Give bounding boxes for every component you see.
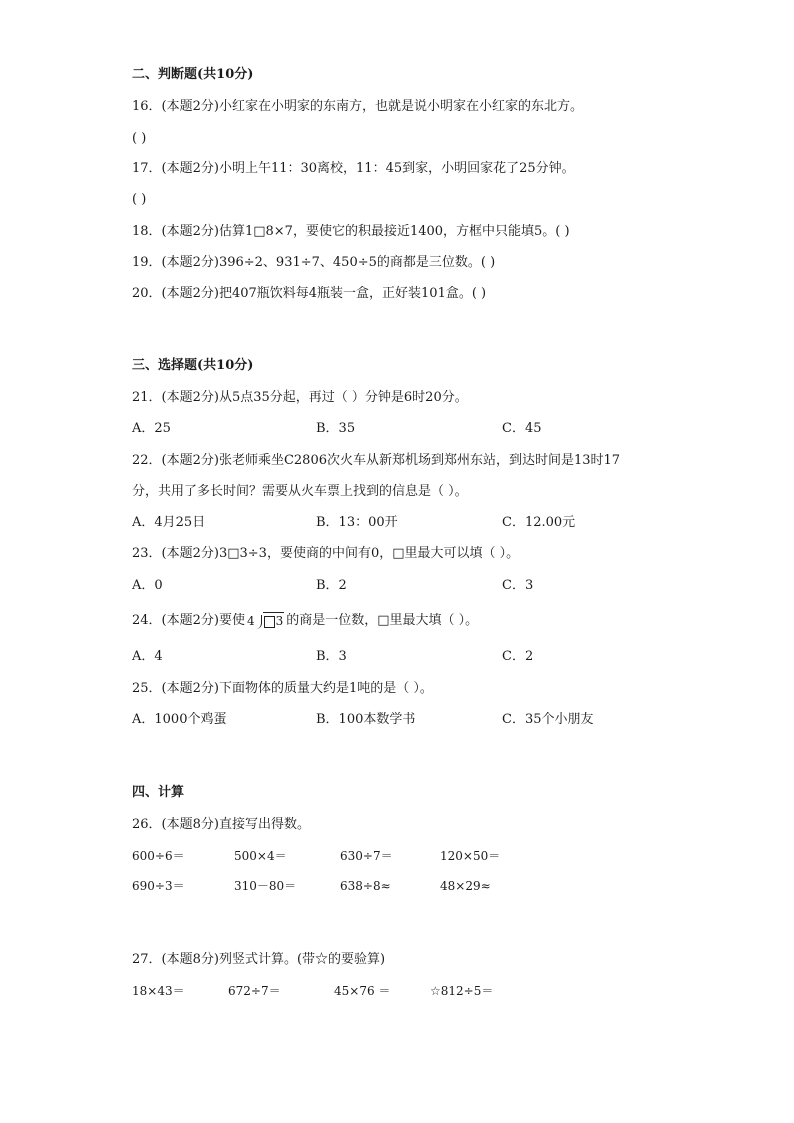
question-24-text-before: 24．(本题2分)要使 [132,613,245,628]
question-22-line-1: 22．(本题2分)张老师乘坐C2806次火车从新郑机场到郑州东站，到达时间是13时17 [132,453,621,468]
long-division-divisor: 4 [246,614,255,628]
question-25-option-a[interactable]: A．1000个鸡蛋 [132,712,227,727]
question-25-option-c[interactable]: C．35个小朋友 [502,712,594,727]
question-24-option-a[interactable]: A．4 [132,649,163,664]
question-21: 21．(本题2分)从5点35分起，再过（ ）分钟是6时20分。 [132,390,468,405]
blank-box-icon [264,616,275,628]
question-23-option-b[interactable]: B．2 [316,578,347,593]
calc-item: ☆812÷5＝ [430,984,494,998]
long-division-symbol [247,612,284,629]
calc-item: 310－80＝ [234,879,297,893]
calc-item: 48×29≈ [440,879,491,893]
question-27: 27．(本题8分)列竖式计算。(带☆的要验算) [132,952,386,967]
question-21-option-c[interactable]: C．45 [502,421,542,436]
question-23: 23．(本题2分)3□3÷3，要使商的中间有0，□里最大可以填（ ）。 [132,546,520,561]
question-20: 20．(本题2分)把407瓶饮料每4瓶装一盒，正好装101盒。( ) [132,286,487,301]
question-18: 18．(本题2分)估算1□8×7，要使它的积最接近1400，方框中只能填5。( ) [132,224,570,239]
question-22-line-2: 分，共用了多长时间？需要从火车票上找到的信息是（ ）。 [132,484,468,499]
section-heading-calculation: 四、计算 [132,785,185,800]
calc-item: 45×76 ＝ [334,984,391,998]
question-16: 16．(本题2分)小红家在小明家的东南方，也就是说小明家在小红家的东北方。 [132,99,583,114]
question-21-option-a[interactable]: A．25 [132,421,171,436]
question-17-answer-bracket[interactable]: ( ) [132,192,147,207]
calc-item: 600÷6＝ [132,849,185,863]
calc-item: 672÷7＝ [228,984,281,998]
question-24-option-b[interactable]: B．3 [316,649,347,664]
question-22-option-c[interactable]: C．12.00元 [502,515,576,530]
question-24-option-c[interactable]: C．2 [502,649,534,664]
question-24 [132,612,478,630]
question-22-option-a[interactable]: A．4月25日 [132,515,206,530]
calc-item: 500×4＝ [234,849,287,863]
long-division-bracket-icon [256,615,262,629]
question-23-option-c[interactable]: C．3 [502,578,534,593]
question-25-option-b[interactable]: B．100本数学书 [316,712,416,727]
section-heading-judgement: 二、判断题(共10分) [132,67,254,82]
calc-item: 120×50＝ [440,849,501,863]
question-26: 26．(本题8分)直接写出得数。 [132,817,310,832]
calc-item: 638÷8≈ [340,879,391,893]
calc-item: 630÷7＝ [340,849,393,863]
section-heading-choice: 三、选择题(共10分) [132,358,254,373]
question-23-option-a[interactable]: A．0 [132,578,163,593]
question-21-option-b[interactable]: B．35 [316,421,356,436]
calc-item: 18×43＝ [132,984,185,998]
long-division-dividend [263,612,285,629]
question-16-answer-bracket[interactable]: ( ) [132,131,147,146]
long-division-dividend-tail: 3 [275,614,284,628]
question-17: 17．(本题2分)小明上午11：30离校，11：45到家，小明回家花了25分钟。 [132,161,575,176]
calc-item: 690÷3＝ [132,879,185,893]
question-25: 25．(本题2分)下面物体的质量大约是1吨的是（ ）。 [132,681,433,696]
question-24-text-after: 的商是一位数，□里最大填（ ）。 [286,613,479,628]
question-22-option-b[interactable]: B．13：00开 [316,515,398,530]
question-19: 19．(本题2分)396÷2、931÷7、450÷5的商都是三位数。( ) [132,255,496,270]
